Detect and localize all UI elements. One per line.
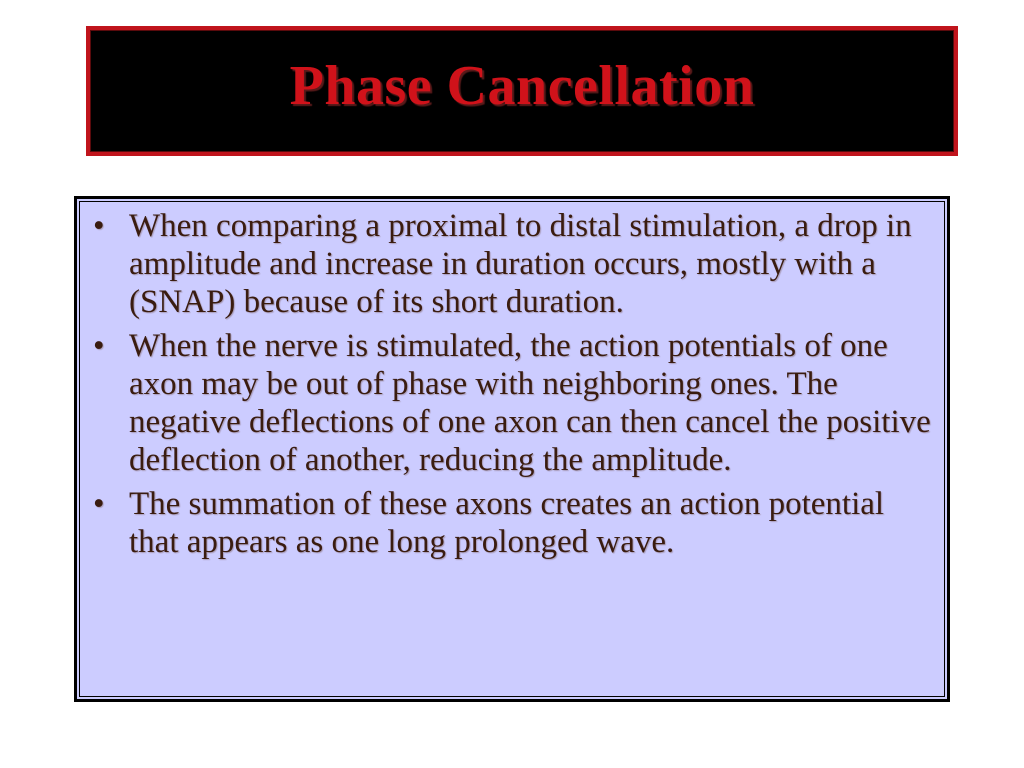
title-banner bbox=[86, 26, 958, 156]
bullet-text: The summation of these axons creates an action potential that appears as one long prolonged wave. bbox=[129, 486, 885, 560]
bullet-item bbox=[89, 485, 933, 561]
bullet-dot-icon: • bbox=[93, 328, 105, 364]
bullet-text: When comparing a proximal to distal stimulation, a drop in amplitude and increase in duration occurs, mostly with a (SNAP) because of its short duration. bbox=[129, 208, 912, 320]
bullet-list bbox=[77, 199, 947, 561]
content-panel bbox=[74, 196, 950, 702]
bullet-dot-icon: • bbox=[93, 208, 105, 244]
bullet-item bbox=[89, 207, 933, 321]
bullet-text: When the nerve is stimulated, the action potentials of one axon may be out of phase with neighboring ones. The negative deflections of one axon can then cancel the positive deflection of another, reducing the amplitude. bbox=[129, 328, 931, 478]
bullet-dot-icon: • bbox=[93, 486, 105, 522]
bullet-item bbox=[89, 327, 933, 479]
slide-title: Phase Cancellation bbox=[289, 55, 755, 117]
